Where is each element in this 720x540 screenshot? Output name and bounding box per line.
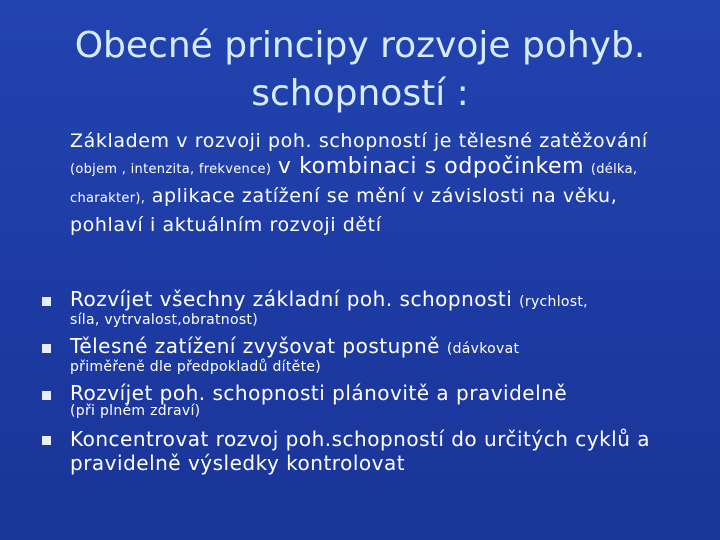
bullet-2-text: Tělesné zatížení zvyšovat postupně bbox=[70, 334, 440, 358]
bullet-1 bbox=[70, 287, 700, 328]
bullet-4-text: Koncentrovat rozvoj poh.schopností do určitých cyklů a pravidelně výsledky kontrolovat bbox=[70, 427, 651, 475]
bullet-1-text: Rozvíjet všechny základní poh. schopnosti bbox=[70, 287, 513, 311]
slide-title bbox=[40, 22, 680, 118]
intro-note-2: (délka, charakter), bbox=[70, 162, 638, 206]
bullet-3-text: Rozvíjet poh. schopnosti plánovitě a pravidelně bbox=[70, 381, 568, 405]
intro-text-3: aplikace zatížení se mění v závislosti na věku, pohlaví i aktuálním rozvoji dětí bbox=[70, 185, 618, 236]
bullet-marker-4 bbox=[42, 436, 51, 445]
bullet-1-note: (rychlost, bbox=[519, 294, 588, 310]
title-line-1: Obecné principy rozvoje pohyb. bbox=[74, 25, 646, 66]
bullet-2-note: (dávkovat bbox=[446, 341, 520, 357]
bullet-marker-3 bbox=[42, 391, 51, 400]
intro-text-1: Základem v rozvoji poh. schopností je tělesné zatěžování bbox=[70, 130, 648, 152]
bullet-3 bbox=[70, 381, 700, 419]
intro-paragraph bbox=[70, 128, 690, 238]
bullet-marker-2 bbox=[42, 344, 51, 353]
bullet-1-sub: síla, vytrvalost,obratnost) bbox=[70, 312, 258, 328]
bullet-4 bbox=[70, 427, 700, 475]
title-line-2: schopností : bbox=[251, 73, 469, 114]
intro-text-2: v kombinaci s odpočinkem bbox=[277, 154, 585, 179]
bullet-marker-1 bbox=[42, 297, 51, 306]
bullet-3-sub: (při plném zdraví) bbox=[70, 403, 201, 419]
bullet-2-sub: přiměřeně dle předpokladů dítěte) bbox=[70, 359, 322, 375]
intro-note-1: (objem , intenzita, frekvence) bbox=[70, 162, 272, 177]
bullet-2 bbox=[70, 334, 700, 375]
